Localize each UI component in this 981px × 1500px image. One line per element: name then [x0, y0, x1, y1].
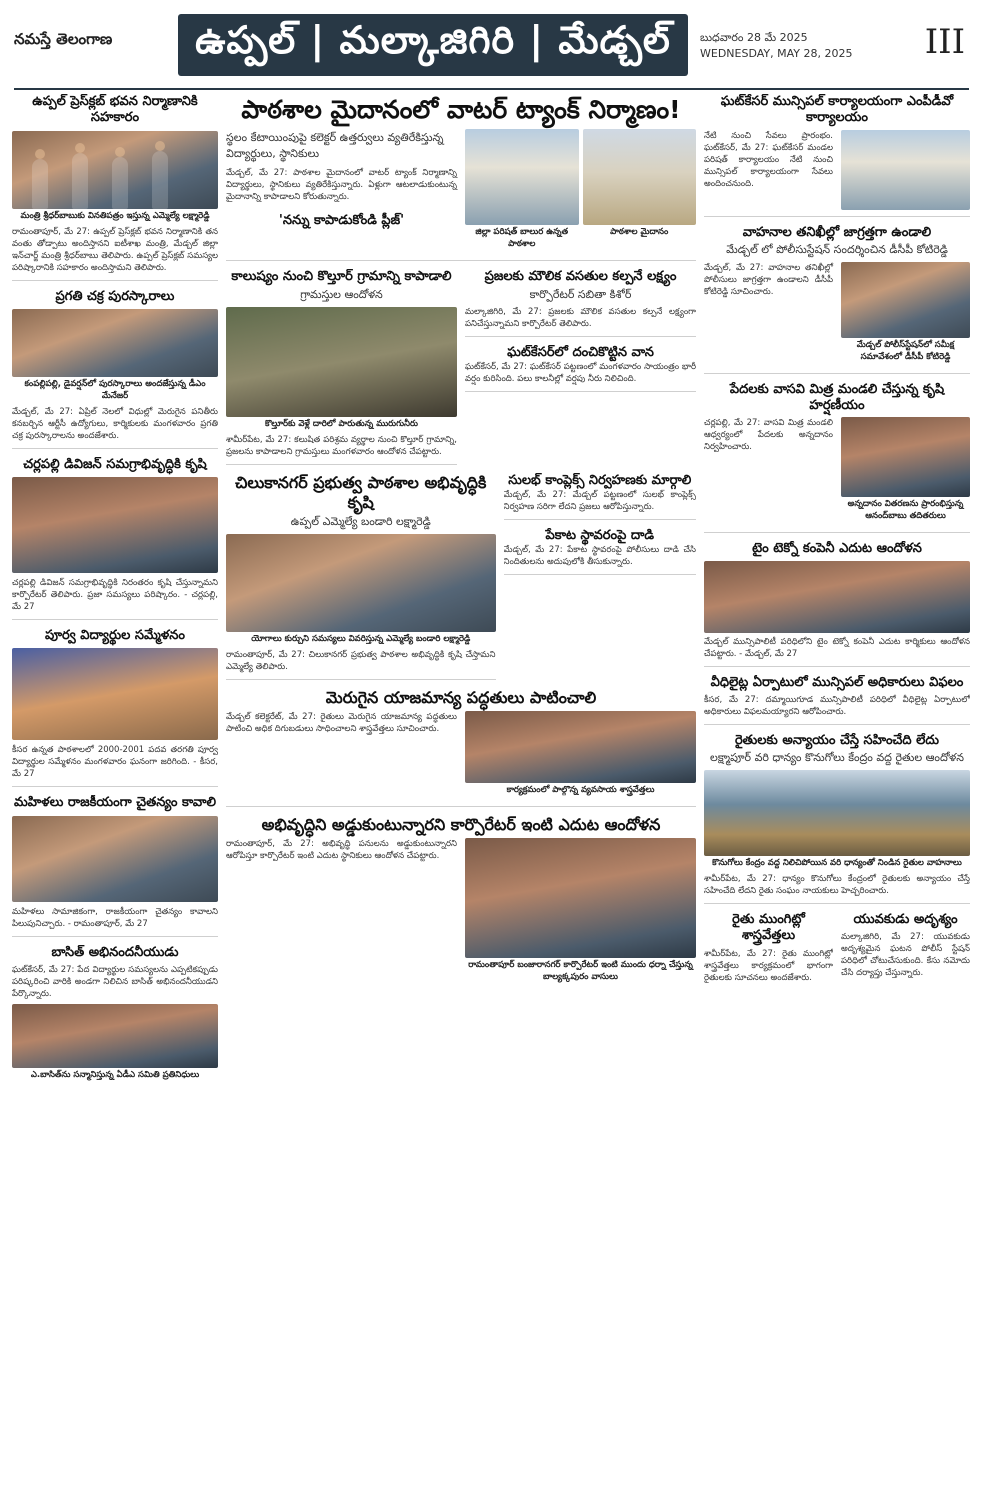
story-chilukanagar-school — [226, 473, 496, 680]
story-photo — [12, 816, 218, 902]
story-subhead: గ్రామస్తుల ఆందోళన — [300, 287, 383, 301]
story-farming-practices — [226, 688, 696, 807]
pull-quote: 'నన్ను కాపాడుకోండి ప్లీజ్' — [278, 213, 405, 229]
masthead-divider — [14, 88, 969, 90]
story-body: చర్లపల్లి, మే 27: వాసవి మిత్ర మండలి ఆధ్వర్యంలో పేదలకు అన్నదానం నిర్వహించారు. — [704, 418, 833, 453]
story-ghatkesar-rain — [465, 345, 696, 392]
story-body: చర్లపల్లి డివిజన్ సమగ్రాభివృద్ధికి నిరంతరం కృషి చేస్తున్నామని కార్పొరేటర్ తెలిపారు. ప్రజా సమస్యలు పరిష్కారం. - చర్లపల్లి, మే 27 — [12, 578, 218, 612]
story-headline: టైం టెక్నో కంపెనీ ఎదుట ఆందోళన — [752, 541, 922, 557]
story-headline: యువకుడు అదృశ్యం — [853, 912, 958, 927]
lead-body: మేడ్చల్, మే 27: పాఠశాల మైదానంలో వాటర్ ట్యాంక్ నిర్మాణాన్ని విద్యార్థులు, స్థానికులు వ్యతిరేకిస్తున్నారు. ఏళ్లుగా ఆటలాడుకుంటున్న మైదానాన్ని కాపాడాలని కోరుతున్నారు. — [226, 168, 457, 203]
story-photo — [704, 770, 970, 856]
story-body: నేటి నుంచి సేవలు ప్రారంభం. ఘట్‌కేసర్, మే 27: ఘట్‌కేసర్ మండల పరిషత్ కార్యాలయం నేటి నుంచి మున్సిపల్ కార్యాలయంగా సేవలు అందించనుంది. — [704, 130, 833, 189]
story-vehicle-checks — [704, 225, 970, 374]
story-body: మేడ్చల్ కలెక్టరేట్, మే 27: రైతులు మెరుగైన యాజమాన్య పద్ధతులు పాటించి అధిక దిగుబడులు సాధించాలని శాస్త్రవేత్తలు సూచించారు. — [226, 711, 457, 734]
story-kolthur — [226, 269, 457, 464]
newspaper-brand: నమస్తే తెలంగాణ — [14, 30, 113, 48]
story-alumni-meet — [12, 628, 218, 787]
story-ghatkesar-municipal — [704, 94, 970, 217]
date-block — [700, 30, 900, 62]
story-headline: పూర్వ విద్యార్థుల సమ్మేళనం — [45, 628, 185, 643]
middle-column — [226, 94, 696, 1490]
school-photo — [465, 129, 579, 225]
photo-caption: మంత్రి శ్రీధర్‌బాబుకు వినతిపత్రం ఇస్తున్న ఎమ్మెల్యే లక్ష్మారెడ్డి — [20, 210, 210, 221]
story-body: మేడ్చల్, మే 27: ఏప్రిల్ నెలలో విధుల్లో మెరుగైన పనితీరు కనబర్చిన ఆర్టీసీ ఉద్యోగులు, కార్మికులకు మంగళవారం ప్రగతి చక్ర పురస్కారాలను అందజేశారు. — [12, 406, 218, 441]
story-headline: మహిళలు రాజకీయంగా చైతన్యం కావాలి — [13, 795, 216, 811]
photo-caption: మేడ్చల్ పోలీస్‌స్టేషన్‌లో సమీక్ష సమావేశంలో డీసీపీ కోటిరెడ్డి — [856, 339, 955, 362]
story-scientists — [704, 912, 833, 990]
photo-caption: ఎ.బాసిత్‌ను సన్మానిస్తున్న ఏడీఎ సమితి ప్రతినిధులు — [30, 1069, 200, 1080]
photo-caption: పాఠశాల మైదానం — [610, 227, 669, 238]
story-body: రామంతాపూర్, మే 27: చిలుకానగర్ ప్రభుత్వ పాఠశాల అభివృద్ధికి కృషి చేస్తామని ఎమ్మెల్యే తెలిపారు. — [226, 649, 496, 672]
photo-caption: అన్నదానం వితరణను ప్రారంభిస్తున్న ఆనంద్‌బాబు తదితరులు — [847, 499, 964, 522]
story-headline: చిలుకానగర్ ప్రభుత్వ పాఠశాల అభివృద్ధికి కృషి — [235, 472, 487, 512]
story-body: కీసర ఉన్నత పాఠశాలలో 2000-2001 పదవ తరగతి పూర్వ విద్యార్థుల సమ్మేళనం మంగళవారం ఘనంగా జరిగింది. - కీసర, మే 27 — [12, 745, 218, 780]
story-photo — [226, 534, 496, 632]
photo-caption: యోగాలు కుర్చుని సమస్యలు వివరిస్తున్న ఎమ్మెల్యే బండారి లక్ష్మారెడ్డి — [251, 633, 471, 644]
story-headline: సులభ్ కాంప్లెక్స్ నిర్వహణకు మార్గాలి — [508, 472, 692, 488]
story-time-techno — [704, 541, 970, 666]
date-english: WEDNESDAY, MAY 28, 2025 — [700, 47, 853, 60]
story-press-club — [12, 94, 218, 281]
photo-caption: జిల్లా పరిషత్ బాలుర ఉన్నత పాఠశాల — [475, 227, 569, 250]
story-body: రామంతాపూర్, మే 27: ఉప్పల్ ప్రెస్‌క్లబ్ భవన నిర్మాణానికి తన వంతు తోడ్పాటు అందిస్తానని ఐటీశాఖ మంత్రి, మేడ్చల్ జిల్లా ఇన్‌చార్జ్ మంత్రి శ్రీధర్‌బాబు తెలిపారు. ఉప్పల్ ప్రెస్‌క్లబ్ సమస్యల పరిష్కారానికి సహకారం అందిస్తామని తెలిపారు. — [12, 226, 218, 273]
page-number: III — [924, 22, 965, 62]
story-body: మేడ్చల్, మే 27: మేడ్చల్ పట్టణంలో సులభ్ కాంప్లెక్స్ నిర్వహణ సరిగా లేదని ప్రజలు ఆరోపిస్తున్నారు. — [503, 489, 696, 512]
story-infrastructure — [465, 269, 696, 336]
story-pragathi-awards — [12, 289, 218, 449]
story-body: శామీర్‌పేట, మే 27: రైతు ముంగిట్లో శాస్త్రవేత్తలు కార్యక్రమంలో భాగంగా రైతులకు సూచనలు అందజేశారు. — [704, 948, 833, 983]
story-photo — [12, 648, 218, 740]
story-women-politics — [12, 795, 218, 936]
photo-caption: రామంతాపూర్ బంజారానగర్ కార్పొరేటర్ ఇంటి ముందు ధర్నా చేస్తున్న బాల్యక్కపురం వాసులు — [468, 959, 693, 982]
story-photo — [12, 477, 218, 573]
photo-caption: కొనుగోలు కేంద్రం వద్ద నిలిచిపోయిన వరి ధాన్యంతో నిండిన రైతుల వాహనాలు — [712, 858, 962, 868]
story-photo — [12, 131, 218, 209]
story-photo — [465, 711, 696, 783]
story-photo — [226, 307, 457, 417]
page-title: ఉప్పల్ | మల్కాజిగిరి | మేడ్చల్ — [195, 18, 671, 62]
story-street-lights — [704, 675, 970, 725]
story-subhead: లక్ష్మాపూర్ వరి ధాన్యం కొనుగోలు కేంద్రం వద్ద రైతుల ఆందోళన — [710, 751, 964, 764]
story-body: మల్కాజిగిరి, మే 27: ప్రజలకు మౌలిక వసతుల కల్పనే లక్ష్యంగా పనిచేస్తున్నామని కార్పొరేటర్ తెలిపారు. — [465, 306, 696, 329]
story-body: ఘట్‌కేసర్, మే 27: ఘట్‌కేసర్ పట్టణంలో మంగళవారం సాయంత్రం భారీ వర్షం కురిసింది. పలు కాలనీల్లో వర్షపు నీరు నిలిచింది. — [465, 361, 696, 384]
story-subhead: కార్పొరేటర్ సబితా కిశోర్ — [529, 287, 632, 301]
story-headline: ఉప్పల్ ప్రెస్‌క్లబ్ భవన నిర్మాణానికి సహకారం — [32, 94, 198, 126]
lead-headline: పాఠశాల మైదానంలో వాటర్ ట్యాంక్ నిర్మాణం! — [241, 95, 681, 124]
story-body: మేడ్చల్, మే 27: వాహనాల తనిఖీల్లో పోలీసులు జాగ్రత్తగా ఉండాలని డీసీపీ కోటిరెడ్డి సూచించారు. — [704, 262, 833, 297]
story-headline: వీధిలైట్ల ఏర్పాటులో మున్సిపల్ అధికారులు విఫలం — [710, 674, 964, 690]
story-youth-missing — [841, 912, 970, 990]
story-vasavi-mitra — [704, 382, 970, 534]
story-headline: ప్రజలకు మౌలిక వసతుల కల్పనే లక్ష్యం — [484, 269, 677, 285]
story-basith — [12, 945, 218, 1091]
photo-caption: కంపల్లిపల్లి, డైవర్షన్‌లో పురస్కారాలు అందజేస్తున్న డీఎం మేనేజర్ — [24, 378, 206, 401]
story-headline: చర్లపల్లి డివిజన్ సమగ్రాభివృద్ధికి కృషి — [23, 456, 207, 472]
lead-story-water-tank — [226, 94, 696, 261]
story-body: శామీర్‌పేట, మే 27: ధాన్యం కొనుగోలు కేంద్రంలో రైతులకు అన్యాయం చేస్తే సహించేది లేదని రైతు సంఘం నాయకులు హెచ్చరించారు. — [704, 874, 970, 896]
story-body: ఘట్‌కేసర్, మే 27: పేద విద్యార్థుల సమస్యలను ఎప్పటికప్పుడు పరిష్కరించి వారికి అండగా నిలిచిన బాసిత్ అభినందనీయుడని పేర్కొన్నారు. — [12, 964, 218, 999]
date-telugu: బుధవారం 28 మే 2025 — [700, 31, 808, 44]
story-headline: ప్రగతి చక్ర పురస్కారాలు — [55, 288, 175, 304]
story-headline: అభివృద్ధిని అడ్డుకుంటున్నారని కార్పొరేటర్ ఇంటి ఎదుట ఆందోళన — [261, 814, 661, 834]
left-column — [12, 94, 218, 1490]
story-headline: ఘట్‌కేసర్ మున్సిపల్ కార్యాలయంగా ఎంపీడీవో కార్యాలయం — [720, 94, 954, 126]
story-body: శామీర్‌పేట, మే 27: కలుషిత పరిశ్రమ వ్యర్థాల నుంచి కొల్తూర్ గ్రామాన్ని, ప్రజలను కాపాడాలని గ్రామస్తులు మంగళవారం ఆందోళన చేపట్టారు. — [226, 434, 457, 457]
story-photo — [465, 838, 696, 958]
story-subhead: ఉప్పల్ ఎమ్మెల్యే బండారి లక్ష్మారెడ్డి — [290, 514, 431, 528]
story-body: రామంతాపూర్, మే 27: అభివృద్ధి పనులను అడ్డుకుంటున్నారని ఆరోపిస్తూ కార్పొరేటర్ ఇంటి ఎదుట స్థానికులు ఆందోళన చేపట్టారు. — [226, 838, 457, 861]
story-photo — [12, 1004, 218, 1068]
story-photo — [841, 130, 970, 210]
story-headline: పేదలకు వాసవి మిత్ర మండలి చేస్తున్న కృషి హర్షణీయం — [729, 381, 945, 413]
story-body: కీసర, మే 27: దమ్మాయిగూడ మున్సిపాలిటీ పరిధిలో వీధిలైట్ల ఏర్పాటులో అధికారులు విఫలమయ్యారని ఆరోపించారు. — [704, 694, 970, 717]
story-headline: రైతులకు అన్యాయం చేస్తే సహించేది లేదు — [734, 732, 940, 748]
story-headline: కాలుష్యం నుంచి కొల్తూర్ గ్రామాన్ని కాపాడాలి — [231, 269, 452, 285]
story-corporator-protest — [226, 815, 696, 993]
photo-caption: కార్యక్రమంలో పాల్గొన్న వ్యవసాయ శాస్త్రవేత్తలు — [506, 784, 655, 795]
story-photo — [12, 309, 218, 377]
ground-photo — [583, 129, 697, 225]
story-body: మహిళలు సామాజికంగా, రాజకీయంగా చైతన్యం కావాలని పిలుపునిచ్చారు. - రామంతాపూర్, మే 27 — [12, 906, 218, 929]
story-body: మేడ్చల్ మున్సిపాలిటీ పరిధిలోని టైం టెక్నో కంపెనీ ఎదుట కార్మికులు ఆందోళన చేపట్టారు. - మేడ్చల్, మే 27 — [704, 636, 970, 659]
right-column — [704, 94, 970, 1490]
story-subhead: మేడ్చల్ లో పోలీసుస్టేషన్ సందర్శించిన డీసీపీ కోటిరెడ్డి — [726, 242, 948, 256]
photo-caption: కొల్తూర్‌కు వెళ్లే దారిలో పారుతున్న మురుగునీరు — [265, 418, 418, 429]
story-body: మల్కాజిగిరి, మే 27: యువకుడు అదృశ్యమైన ఘటన పోలీస్ స్టేషన్ పరిధిలో చోటుచేసుకుంది. కేసు నమోదు చేసి దర్యాప్తు చేస్తున్నారు. — [841, 932, 970, 979]
story-gambling-raid — [504, 528, 697, 575]
story-body: మేడ్చల్, మే 27: పేకాట స్థావరంపై పోలీసులు దాడి చేసి నిందితులను అదుపులోకి తీసుకున్నారు. — [503, 545, 696, 567]
story-headline: రైతు ముంగిట్లో శాస్త్రవేత్తలు — [732, 912, 805, 944]
story-charlapalli — [12, 457, 218, 620]
story-sulabh-complex — [504, 473, 697, 520]
story-headline: పేకాట స్థావరంపై దాడి — [545, 527, 655, 543]
story-photo — [841, 417, 970, 497]
lead-subhead: స్థలం కేటాయింపుపై కలెక్టర్ ఉత్తర్వులు వ్యతిరేకిస్తున్న విద్యార్థులు, స్థానికులు — [226, 131, 444, 161]
story-headline: బాసిత్ అభినందనీయుడు — [51, 944, 179, 960]
story-photo — [841, 262, 970, 338]
story-headline: ఘట్‌కేసర్‌లో దంచికొట్టిన వాన — [507, 344, 654, 360]
page-title-banner — [178, 14, 688, 76]
story-headline: మెరుగైన యాజమాన్య పద్ధతులు పాటించాలి — [325, 687, 597, 707]
story-headline: వాహనాల తనిఖీల్లో జాగ్రత్తగా ఉండాలి — [742, 224, 932, 240]
story-photo — [704, 561, 970, 633]
story-farmers-injustice — [704, 733, 970, 904]
masthead — [0, 0, 981, 86]
